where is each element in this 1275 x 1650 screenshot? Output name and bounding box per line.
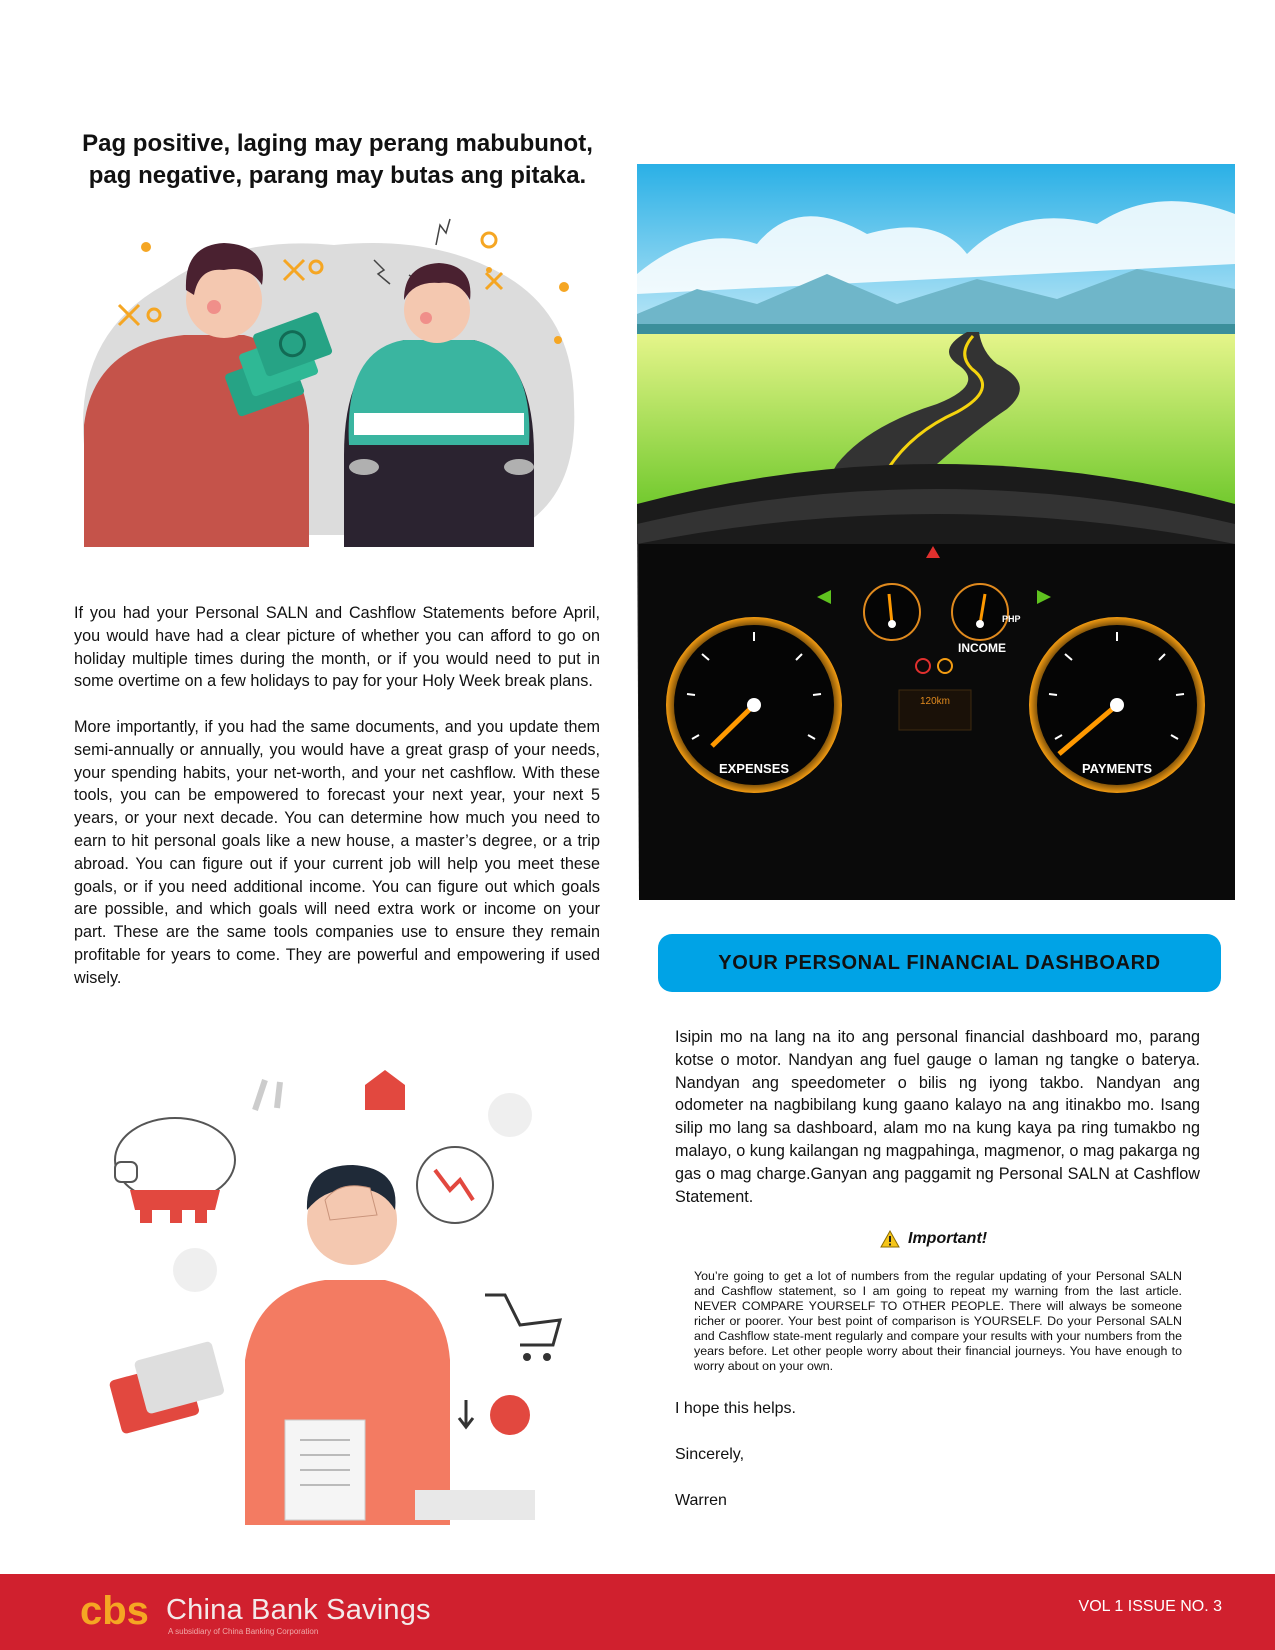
warning-icon — [880, 1230, 900, 1248]
sincerely-line: Sincerely, — [675, 1446, 745, 1463]
stress-illustration — [95, 1070, 570, 1525]
brand-tagline: A subsidiary of China Banking Corporation — [168, 1627, 319, 1636]
paragraph-saln-benefits: More importantly, if you had the same documents, and you update them semi-annually or annually, you would have a great grasp of your needs, your spending habits, your net-worth, and your net cashflow. With these tools, you can be empowered to forecast your next year, your next 5 years, or your next decade. You can determine how much you need to earn to hit personal goals like a new house, a master’s degree, or a trip abroad. You can figure out if your current job will help you meet these goals, or if you need additional income. You can figure out which goals are possible, and which goals will need extra work or income on your part. These are the same tools companies use to ensure they remain profitable for years to come. They are powerful and empowering if used wisely. — [74, 718, 600, 987]
important-label: Important! — [908, 1230, 988, 1247]
paragraph-dashboard: Isipin mo na lang na ito ang personal financial dashboard mo, parang kotse o motor. Nandyan ang fuel gauge o laman ng tangke o baterya. Nandyan ang speedometer o bilis ng iyong takbo. Nandyan ang odometer na nagbibilang kung gaano kalayo na ang itinakbo mo. Isang silip mo lang sa dashboard, alam mo na kung kaya pa ring tumakbo ng malayo, o kung kailangan ng magpahinga, magmenor, o mag pakarga ng gas o mag charge.Ganyan ang paggamit ng Personal SALN at Cashflow Statement. — [675, 1028, 1200, 1206]
car-dashboard-image — [637, 164, 1235, 900]
closing-line: I hope this helps. — [675, 1400, 796, 1417]
dashboard-banner: YOUR PERSONAL FINANCIAL DASHBOARD — [658, 934, 1221, 992]
issue-number: VOL 1 ISSUE NO. 3 — [1078, 1598, 1222, 1615]
headline — [70, 128, 605, 192]
paragraph-saln-april: If you had your Personal SALN and Cashflow Statements before April, you would have had a clear picture of whether you can afford to go on holiday multiple times during the month, or if you would need to put in some overtime on a few holidays to pay for your Holy Week break plans. — [74, 604, 600, 691]
php-label: PHP — [1002, 614, 1021, 624]
brand-name: China Bank Savings — [166, 1594, 431, 1626]
headline-line-2: pag negative, parang may butas ang pitaka. — [88, 162, 587, 189]
important-heading — [880, 1230, 987, 1248]
cbs-logo-text: cbs — [80, 1590, 149, 1632]
important-text: You’re going to get a lot of numbers from the regular updating of your Personal SALN and Cashflow statement, so I am going to repeat my warning from the last article. NEVER COMPARE YOURSELF TO OTHER PEOPLE. There will always be someone richer or poorer. Your best point of comparison is YOURSELF. Do your Personal SALN and Cashflow state-ment regularly and compare your results with your numbers from the years before. Let other people worry about their financial journeys. You have enough to worry about on your own. — [694, 1269, 1182, 1373]
expenses-label: EXPENSES — [718, 761, 790, 776]
odometer-label: 120km — [919, 696, 951, 707]
cbs-logo-mark — [80, 1590, 160, 1632]
signature: Warren — [675, 1492, 727, 1509]
income-label: INCOME — [958, 641, 1006, 655]
payments-label: PAYMENTS — [1081, 761, 1153, 776]
headline-line-1: Pag positive, laging may perang mabubunot, — [82, 130, 593, 157]
money-illustration — [74, 215, 604, 547]
